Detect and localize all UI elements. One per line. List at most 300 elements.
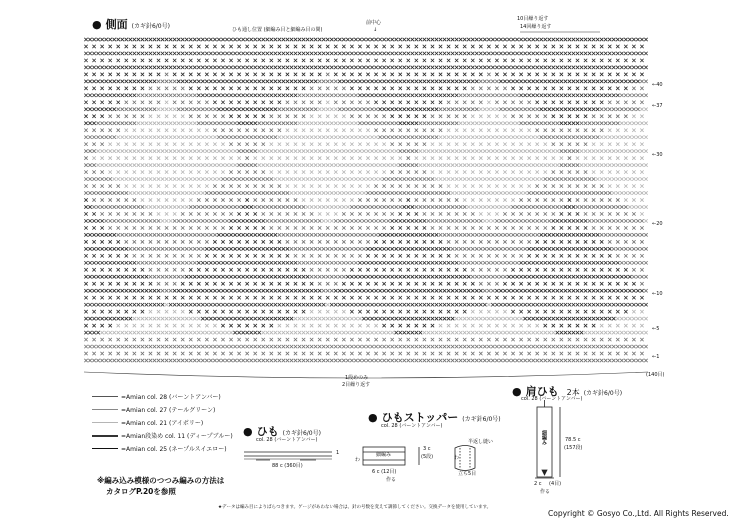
stitch-mark <box>455 163 458 166</box>
stitch-mark <box>584 247 587 250</box>
stitch-mark <box>314 317 317 320</box>
stitch-mark <box>258 317 261 320</box>
stitch-mark <box>245 345 248 348</box>
stitch-mark <box>511 317 514 320</box>
stitch-mark <box>173 254 176 257</box>
stitch-mark <box>342 135 345 138</box>
stitch-mark <box>157 289 160 292</box>
stitch-mark <box>181 345 184 348</box>
stitch-mark <box>221 282 224 285</box>
stitch-mark <box>467 163 470 166</box>
stitch-mark <box>270 310 273 313</box>
stitch-mark <box>169 52 172 55</box>
stitch-mark <box>117 170 120 173</box>
stitch-mark <box>270 282 273 285</box>
stitch-mark <box>487 275 490 278</box>
stitch-mark <box>88 205 91 208</box>
stitch-mark <box>165 331 168 334</box>
stitch-mark <box>419 80 422 83</box>
stitch-mark <box>157 324 160 327</box>
stitch-mark <box>564 345 567 348</box>
stitch-mark <box>386 261 389 264</box>
stitch-mark <box>270 254 273 257</box>
stitch-mark <box>411 219 414 222</box>
stitch-mark <box>241 359 244 362</box>
stitch-mark <box>157 331 160 334</box>
stitch-mark <box>382 87 385 90</box>
stitch-mark <box>342 338 345 341</box>
stitch-mark <box>479 129 482 132</box>
stitch-mark <box>149 108 152 111</box>
stitch-mark <box>523 289 526 292</box>
stitch-mark <box>92 122 95 125</box>
stitch-mark <box>552 129 555 132</box>
stitch-mark <box>169 205 172 208</box>
stitch-mark <box>254 233 257 236</box>
stitch-mark <box>527 240 530 243</box>
stitch-mark <box>213 101 216 104</box>
stitch-mark <box>399 129 402 132</box>
stitch-mark <box>495 282 498 285</box>
stitch-mark <box>419 205 422 208</box>
stitch-mark <box>624 303 627 306</box>
stitch-mark <box>588 122 591 125</box>
stitch-mark <box>213 338 216 341</box>
stitch-mark <box>495 87 498 90</box>
stitch-mark <box>370 345 373 348</box>
stitch-mark <box>463 303 466 306</box>
stitch-mark <box>193 219 196 222</box>
stitch-mark <box>612 149 615 152</box>
stitch-mark <box>346 80 349 83</box>
stitch-mark <box>447 282 450 285</box>
stitch-mark <box>419 359 422 362</box>
stitch-mark <box>447 184 450 187</box>
stitch-mark <box>92 261 95 264</box>
stitch-mark <box>560 59 563 62</box>
stitch-mark <box>310 338 313 341</box>
stitch-mark <box>616 142 619 145</box>
stitch-mark <box>632 219 635 222</box>
stitch-mark <box>431 282 434 285</box>
stitch-mark <box>403 303 406 306</box>
stitch-mark <box>84 177 87 180</box>
stitch-mark <box>145 275 148 278</box>
stitch-mark <box>88 52 91 55</box>
stitch-mark <box>407 108 410 111</box>
stitch-mark <box>608 254 611 257</box>
stitch-mark <box>358 115 361 118</box>
stitch-mark <box>266 66 269 69</box>
stitch-mark <box>636 149 639 152</box>
stitch-mark <box>358 310 361 313</box>
stitch-mark <box>181 219 184 222</box>
stitch-mark <box>318 331 321 334</box>
stitch-mark <box>213 142 216 145</box>
stitch-mark <box>403 275 406 278</box>
stitch-mark <box>403 52 406 55</box>
stitch-mark <box>431 135 434 138</box>
stitch-mark <box>314 289 317 292</box>
stitch-mark <box>318 310 321 313</box>
stitch-mark <box>552 303 555 306</box>
stitch-mark <box>298 317 301 320</box>
stitch-mark <box>221 289 224 292</box>
stitch-mark <box>471 268 474 271</box>
stitch-mark <box>527 345 530 348</box>
stitch-mark <box>636 163 639 166</box>
stitch-mark <box>632 184 635 187</box>
stitch-mark <box>455 108 458 111</box>
stitch-mark <box>511 87 514 90</box>
stitch-mark <box>346 359 349 362</box>
stitch-mark <box>108 212 111 215</box>
stitch-mark <box>165 135 168 138</box>
stitch-mark <box>378 261 381 264</box>
stitch-mark <box>141 170 144 173</box>
stitch-mark <box>141 94 144 97</box>
stitch-mark <box>322 303 325 306</box>
stitch-mark <box>628 191 631 194</box>
stitch-mark <box>423 282 426 285</box>
stitch-mark <box>189 338 192 341</box>
stitch-mark <box>133 352 136 355</box>
stitch-mark <box>290 303 293 306</box>
stitch-mark <box>125 66 128 69</box>
stitch-mark <box>100 142 103 145</box>
stitch-mark <box>390 282 393 285</box>
stitch-mark <box>314 163 317 166</box>
stitch-mark <box>173 345 176 348</box>
stitch-mark <box>181 317 184 320</box>
stitch-mark <box>157 52 160 55</box>
stitch-mark <box>415 101 418 104</box>
stitch-mark <box>463 108 466 111</box>
stitch-mark <box>366 38 369 41</box>
stitch-mark <box>117 233 120 236</box>
stitch-mark <box>503 80 506 83</box>
stitch-mark <box>503 331 506 334</box>
stitch-mark <box>181 129 184 132</box>
stitch-mark <box>395 303 398 306</box>
stitch-mark <box>334 324 337 327</box>
stitch-mark <box>576 247 579 250</box>
stitch-mark <box>342 275 345 278</box>
stitch-mark <box>294 205 297 208</box>
stitch-mark <box>568 352 571 355</box>
stitch-mark <box>560 317 563 320</box>
stitch-mark <box>463 135 466 138</box>
stitch-mark <box>382 275 385 278</box>
stitch-mark <box>560 219 563 222</box>
stitch-mark <box>100 73 103 76</box>
stitch-mark <box>117 310 120 313</box>
stitch-mark <box>523 261 526 264</box>
stitch-mark <box>302 345 305 348</box>
stitch-mark <box>113 191 116 194</box>
stitch-mark <box>439 177 442 180</box>
stitch-mark <box>523 345 526 348</box>
stitch-mark <box>88 94 91 97</box>
stitch-mark <box>197 324 200 327</box>
stitch-mark <box>527 94 530 97</box>
stitch-mark <box>616 101 619 104</box>
stitch-mark <box>527 149 530 152</box>
stitch-mark <box>233 191 236 194</box>
stitch-mark <box>286 135 289 138</box>
stitch-mark <box>439 122 442 125</box>
stitch-mark <box>104 135 107 138</box>
stitch-mark <box>213 73 216 76</box>
stitch-mark <box>455 142 458 145</box>
stitch-mark <box>145 289 148 292</box>
stitch-mark <box>270 219 273 222</box>
stitch-mark <box>169 80 172 83</box>
stitch-mark <box>278 135 281 138</box>
stitch-mark <box>205 205 208 208</box>
stitch-mark <box>411 345 414 348</box>
stitch-mark <box>431 219 434 222</box>
stitch-mark <box>390 296 393 299</box>
stitch-mark <box>229 52 232 55</box>
stitch-mark <box>370 219 373 222</box>
stitch-mark <box>189 296 192 299</box>
stitch-mark <box>608 170 611 173</box>
stitch-mark <box>350 338 353 341</box>
stitch-mark <box>479 359 482 362</box>
stitch-mark <box>399 52 402 55</box>
stitch-mark <box>262 87 265 90</box>
stitch-mark <box>544 240 547 243</box>
stitch-mark <box>294 317 297 320</box>
stitch-mark <box>572 135 575 138</box>
stitch-mark <box>205 296 208 299</box>
stitch-mark <box>366 254 369 257</box>
stitch-mark <box>133 324 136 327</box>
stitch-mark <box>334 331 337 334</box>
stitch-mark <box>386 303 389 306</box>
stitch-mark <box>584 345 587 348</box>
stitch-mark <box>249 135 252 138</box>
stitch-mark <box>640 135 643 138</box>
stitch-mark <box>197 205 200 208</box>
stitch-mark <box>225 205 228 208</box>
stitch-mark <box>286 87 289 90</box>
stitch-mark <box>149 73 152 76</box>
stitch-mark <box>108 268 111 271</box>
stitch-mark <box>306 191 309 194</box>
stitch-mark <box>133 303 136 306</box>
stitch-mark <box>487 38 490 41</box>
stitch-mark <box>390 289 393 292</box>
stitch-mark <box>366 240 369 243</box>
stitch-mark <box>302 94 305 97</box>
stitch-mark <box>487 212 490 215</box>
stitch-mark <box>104 66 107 69</box>
stitch-mark <box>108 345 111 348</box>
stitch-mark <box>310 282 313 285</box>
stitch-mark <box>213 324 216 327</box>
stitch-mark <box>395 345 398 348</box>
stitch-mark <box>117 122 120 125</box>
stitch-mark <box>423 170 426 173</box>
stitch-mark <box>197 331 200 334</box>
stitch-mark <box>568 317 571 320</box>
stitch-mark <box>584 268 587 271</box>
stitch-mark <box>233 108 236 111</box>
stitch-mark <box>608 52 611 55</box>
stitch-mark <box>266 205 269 208</box>
stitch-mark <box>157 359 160 362</box>
stitch-mark <box>141 177 144 180</box>
stitch-mark <box>600 101 603 104</box>
stitch-mark <box>221 254 224 257</box>
stitch-mark <box>274 66 277 69</box>
stitch-mark <box>302 268 305 271</box>
stitch-mark <box>96 108 99 111</box>
stitch-mark <box>149 191 152 194</box>
stitch-mark <box>495 247 498 250</box>
stitch-mark <box>467 219 470 222</box>
stitch-mark <box>330 275 333 278</box>
stitch-mark <box>213 310 216 313</box>
stitch-mark <box>278 275 281 278</box>
stitch-mark <box>636 191 639 194</box>
stitch-mark <box>270 240 273 243</box>
stitch-mark <box>411 303 414 306</box>
stitch-mark <box>374 149 377 152</box>
stitch-mark <box>229 94 232 97</box>
stitch-mark <box>616 289 619 292</box>
stitch-mark <box>527 101 530 104</box>
stitch-mark <box>254 261 257 264</box>
stitch-mark <box>572 108 575 111</box>
stitch-mark <box>286 52 289 55</box>
stitch-mark <box>366 296 369 299</box>
stitch-mark <box>411 275 414 278</box>
stitch-mark <box>447 345 450 348</box>
stitch-mark <box>407 184 410 187</box>
legend-label: =Amian col. 28 (バーントアンバー) <box>121 394 221 401</box>
stitch-mark <box>499 135 502 138</box>
stitch-mark <box>463 115 466 118</box>
stitch-mark <box>511 359 514 362</box>
stitch-mark <box>419 149 422 152</box>
stitch-mark <box>608 156 611 159</box>
stitch-mark <box>161 289 164 292</box>
stitch-mark <box>225 275 228 278</box>
stitch-mark <box>491 94 494 97</box>
stitch-mark <box>378 135 381 138</box>
stitch-mark <box>382 170 385 173</box>
stitch-mark <box>560 142 563 145</box>
stitch-mark <box>560 135 563 138</box>
stitch-mark <box>173 247 176 250</box>
stitch-mark <box>467 94 470 97</box>
stitch-mark <box>636 345 639 348</box>
stitch-mark <box>358 226 361 229</box>
stitch-mark <box>266 233 269 236</box>
stitch-mark <box>531 303 534 306</box>
stitch-mark <box>443 191 446 194</box>
stitch-mark <box>628 261 631 264</box>
stitch-mark <box>108 303 111 306</box>
stitch-mark <box>129 275 132 278</box>
stitch-mark <box>338 135 341 138</box>
stitch-mark <box>471 310 474 313</box>
stitch-mark <box>145 345 148 348</box>
stitch-mark <box>270 275 273 278</box>
stitch-mark <box>302 177 305 180</box>
stitch-mark <box>455 135 458 138</box>
stitch-mark <box>137 135 140 138</box>
stitch-mark <box>435 317 438 320</box>
stitch-mark <box>249 38 252 41</box>
stitch-mark <box>100 282 103 285</box>
stitch-mark <box>104 261 107 264</box>
stitch-mark <box>467 345 470 348</box>
stitch-mark <box>100 303 103 306</box>
stitch-mark <box>237 149 240 152</box>
stitch-mark <box>640 184 643 187</box>
stitch-mark <box>544 331 547 334</box>
stitch-mark <box>395 52 398 55</box>
stitch-mark <box>399 226 402 229</box>
stitch-mark <box>366 66 369 69</box>
stitch-mark <box>604 205 607 208</box>
stitch-mark <box>600 184 603 187</box>
stitch-mark <box>527 198 530 201</box>
stitch-mark <box>439 149 442 152</box>
stitch-mark <box>129 80 132 83</box>
stitch-mark <box>423 73 426 76</box>
stitch-mark <box>113 80 116 83</box>
stitch-mark <box>548 289 551 292</box>
stitch-mark <box>249 108 252 111</box>
stitch-mark <box>145 317 148 320</box>
stitch-mark <box>544 163 547 166</box>
stitch-mark <box>322 80 325 83</box>
stitch-mark <box>415 282 418 285</box>
stitch-mark <box>121 359 124 362</box>
stitch-mark <box>157 156 160 159</box>
stitch-mark <box>503 247 506 250</box>
stitch-mark <box>483 331 486 334</box>
stitch-mark <box>286 170 289 173</box>
stitch-mark <box>455 303 458 306</box>
stitch-mark <box>104 94 107 97</box>
stitch-mark <box>455 317 458 320</box>
stitch-mark <box>104 219 107 222</box>
stitch-mark <box>620 233 623 236</box>
stitch-mark <box>519 212 522 215</box>
stitch-mark <box>600 177 603 180</box>
stitch-mark <box>604 38 607 41</box>
stitch-mark <box>181 94 184 97</box>
stitch-mark <box>302 233 305 236</box>
stitch-mark <box>113 94 116 97</box>
stitch-mark <box>233 303 236 306</box>
stitch-mark <box>399 205 402 208</box>
stitch-mark <box>149 156 152 159</box>
stitch-mark <box>431 345 434 348</box>
stitch-mark <box>374 268 377 271</box>
stitch-mark <box>644 135 647 138</box>
stitch-mark <box>435 289 438 292</box>
stitch-mark <box>125 142 128 145</box>
stitch-mark <box>165 254 168 257</box>
stitch-mark <box>471 156 474 159</box>
